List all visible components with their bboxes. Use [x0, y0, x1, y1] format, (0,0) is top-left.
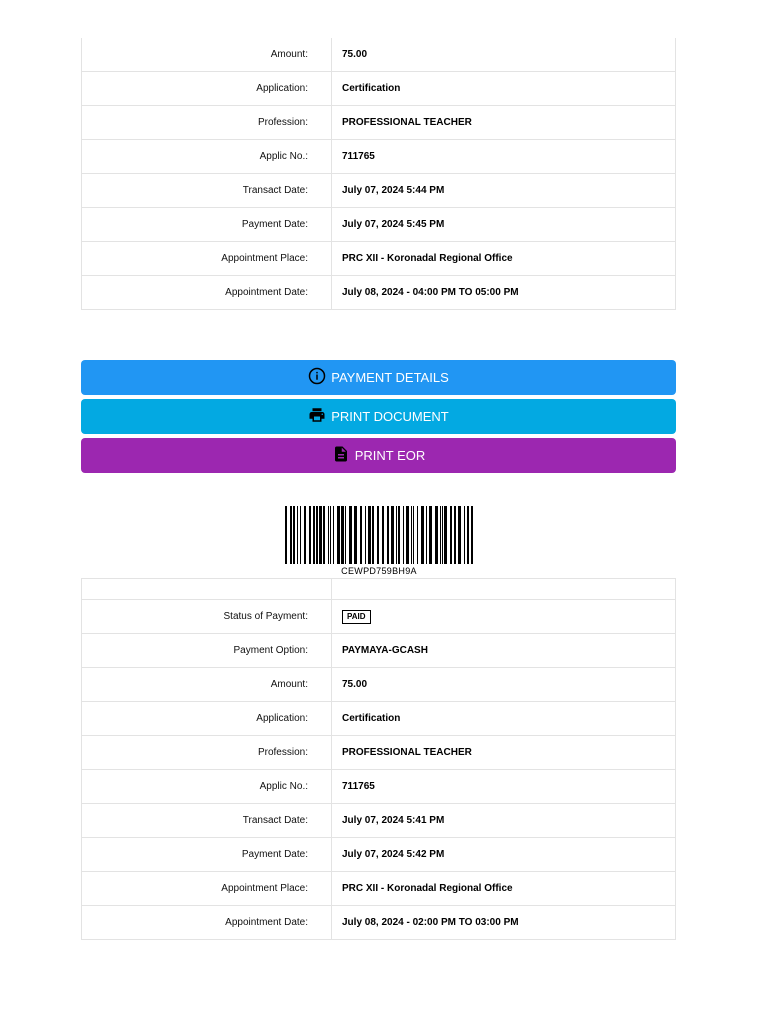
row-label: Application:: [82, 702, 332, 736]
barcode: [285, 506, 473, 576]
row-value: 711765: [332, 770, 676, 804]
row-label: Appointment Place:: [82, 872, 332, 906]
row-label: Appointment Date:: [82, 276, 332, 310]
table-row: [82, 770, 676, 804]
table-row: [82, 140, 676, 174]
table-row: [82, 579, 676, 600]
row-label: Application:: [82, 72, 332, 106]
table-row: [82, 736, 676, 770]
row-value: July 07, 2024 5:41 PM: [332, 804, 676, 838]
row-value: 75.00: [332, 668, 676, 702]
row-label: Appointment Date:: [82, 906, 332, 940]
row-value: July 08, 2024 - 04:00 PM TO 05:00 PM: [332, 276, 676, 310]
barcode-code: CEWPD759BH9A: [341, 566, 417, 576]
info-icon: [308, 367, 331, 388]
table-row: [82, 906, 676, 940]
table-row: [82, 208, 676, 242]
row-value: PRC XII - Koronadal Regional Office: [332, 872, 676, 906]
row-label: Applic No.:: [82, 140, 332, 174]
row-label: Payment Option:: [82, 634, 332, 668]
row-label: Amount:: [82, 668, 332, 702]
row-value: Certification: [332, 702, 676, 736]
table-row: [82, 242, 676, 276]
printer-icon: [308, 406, 331, 427]
row-value: July 08, 2024 - 02:00 PM TO 03:00 PM: [332, 906, 676, 940]
row-label: Applic No.:: [82, 770, 332, 804]
table-row: [82, 634, 676, 668]
row-value: PROFESSIONAL TEACHER: [332, 736, 676, 770]
payment-details-label: PAYMENT DETAILS: [331, 370, 449, 385]
second-record-table: [81, 578, 676, 940]
row-label: Payment Date:: [82, 208, 332, 242]
row-label: Status of Payment:: [82, 600, 332, 634]
table-row: [82, 106, 676, 140]
table-row: [82, 838, 676, 872]
row-value: PRC XII - Koronadal Regional Office: [332, 242, 676, 276]
row-value: 711765: [332, 140, 676, 174]
row-label: Profession:: [82, 736, 332, 770]
table-row: [82, 668, 676, 702]
table-row: [82, 804, 676, 838]
table-row: [82, 174, 676, 208]
document-icon: [332, 445, 355, 466]
row-label: Profession:: [82, 106, 332, 140]
table-row: [82, 702, 676, 736]
row-label: Appointment Place:: [82, 242, 332, 276]
table-row: [82, 38, 676, 72]
table-row: [82, 600, 676, 634]
first-record-table: [81, 38, 676, 310]
table-row: [82, 72, 676, 106]
row-value: July 07, 2024 5:42 PM: [332, 838, 676, 872]
payment-details-button[interactable]: [81, 360, 676, 395]
barcode-image: [285, 506, 473, 564]
row-value: July 07, 2024 5:45 PM: [332, 208, 676, 242]
table-row: [82, 872, 676, 906]
table-row: [82, 276, 676, 310]
row-value: PROFESSIONAL TEACHER: [332, 106, 676, 140]
print-eor-button[interactable]: [81, 438, 676, 473]
row-value: PAYMAYA-GCASH: [332, 634, 676, 668]
row-value: July 07, 2024 5:44 PM: [332, 174, 676, 208]
row-label: Payment Date:: [82, 838, 332, 872]
row-label: Transact Date:: [82, 174, 332, 208]
row-value: Certification: [332, 72, 676, 106]
print-document-button[interactable]: [81, 399, 676, 434]
row-label: Transact Date:: [82, 804, 332, 838]
status-badge: PAID: [342, 610, 371, 624]
print-document-label: PRINT DOCUMENT: [331, 409, 449, 424]
print-eor-label: PRINT EOR: [354, 448, 426, 463]
row-value: 75.00: [332, 38, 676, 72]
row-label: Amount:: [82, 38, 332, 72]
